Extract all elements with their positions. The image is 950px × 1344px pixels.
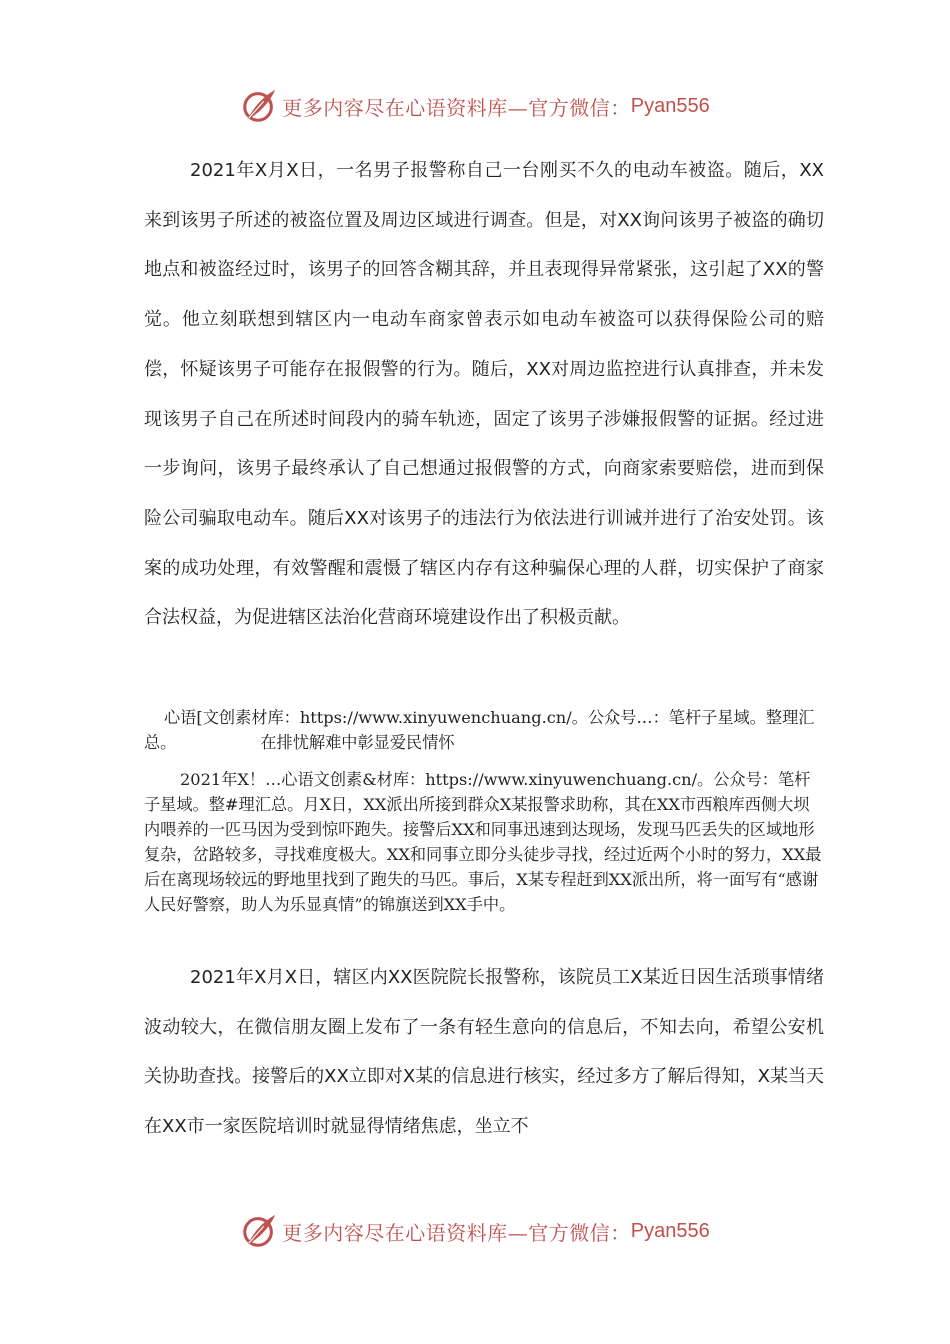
header-watermark — [0, 84, 950, 128]
source-note: 心语[文创素材库：https://www.xinyuwenchuang.cn/。公众号…：笔杆子星域。整理汇总。 — [144, 708, 815, 752]
paragraph-3: 2021年X！…心语文创素&材库：https://www.xinyuwenchuang.cn/。公众号：笔杆子星域。整#理汇总。月X日，XX派出所接到群众X某报警求助称，其在XX市西粮库西侧大坝内喂养的一匹马因为受到惊吓跑失。接警后XX和同事迅速到达现场，发现马匹丢失的区域地形复杂，岔路较多，寻找难度极大。XX和同事立即分头徒步寻找，经过近两个小时的努力，XX最后在离现场较远的野地里找到了跑失的马匹。事后，X某专程赶到XX派出所，将一面写有“感谢人民好警察，助人为乐显真情”的锦旗送到XX手中。 — [144, 770, 822, 914]
paragraph-4: 2021年X月X日，辖区内XX医院院长报警称，该院员工X某近日因生活琐事情绪波动较大，在微信朋友圈上发布了一条有轻生意向的信息后，不知去向，希望公安机关协助查找。接警后的XX立即对X某的信息进行核实，经过多方了解后得知，X某当天在XX市一家医院培训时就显得情绪焦虑，坐立不 — [144, 967, 824, 1138]
paragraph-2 — [144, 705, 824, 755]
section-title: 在排忧解难中彰显爱民情怀 — [260, 733, 455, 752]
wechat-id: Pyan556 — [630, 94, 710, 117]
quill-logo-icon — [240, 1212, 278, 1250]
watermark-text: 更多内容尽在心语资料库—官方微信： — [282, 95, 631, 120]
footer-watermark — [0, 1209, 950, 1253]
watermark-text: 更多内容尽在心语资料库—官方微信： — [282, 1220, 631, 1245]
wechat-id: Pyan556 — [630, 1219, 710, 1242]
paragraph-1: 2021年X月X日，一名男子报警称自己一台刚买不久的电动车被盗。随后，XX来到该男子所述的被盗位置及周边区域进行调查。但是，对XX询问该男子被盗的确切地点和被盗经过时，该男子的回答含糊其辞，并且表现得异常紧张，这引起了XX的警觉。他立刻联想到辖区内一电动车商家曾表示如电动车被盗可以获得保险公司的赔偿，怀疑该男子可能存在报假警的行为。随后，XX对周边监控进行认真排查，并未发现该男子自己在所述时间段内的骑车轨迹，固定了该男子涉嫌报假警的证据。经过进一步询问，该男子最终承认了自己想通过报假警的方式，向商家索要赔偿，进而到保险公司骗取电动车。随后XX对该男子的违法行为依法进行训诫并进行了治安处罚。该案的成功处理，有效警醒和震慑了辖区内存有这种骗保心理的人群，切实保护了商家合法权益，为促进辖区法治化营商环境建设作出了积极贡献。 — [144, 160, 824, 629]
quill-logo-icon — [240, 87, 278, 125]
